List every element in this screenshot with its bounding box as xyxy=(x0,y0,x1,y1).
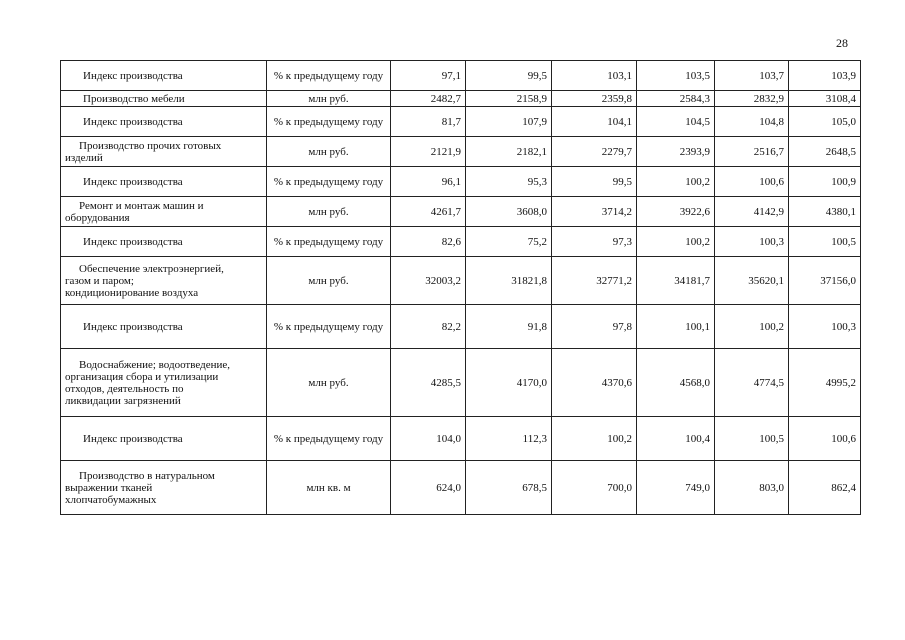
value-cell: 34181,7 xyxy=(637,257,715,305)
unit-cell: млн руб. xyxy=(267,91,391,107)
value-cell: 100,2 xyxy=(637,227,715,257)
value-cell: 803,0 xyxy=(715,461,789,515)
value-cell: 4285,5 xyxy=(391,349,466,417)
value-cell: 100,2 xyxy=(552,417,637,461)
value-cell: 4170,0 xyxy=(466,349,552,417)
unit-cell: % к предыдущему году xyxy=(267,61,391,91)
value-cell: 112,3 xyxy=(466,417,552,461)
indicator-name-cell xyxy=(61,91,267,107)
value-cell: 75,2 xyxy=(466,227,552,257)
indicator-name-line: Индекс производства xyxy=(83,115,183,128)
value-cell: 32771,2 xyxy=(552,257,637,305)
value-cell: 3608,0 xyxy=(466,197,552,227)
table-row xyxy=(61,461,861,515)
indicator-name-cell xyxy=(61,61,267,91)
value-cell: 100,2 xyxy=(637,167,715,197)
value-cell: 100,3 xyxy=(715,227,789,257)
value-cell: 103,5 xyxy=(637,61,715,91)
data-table xyxy=(60,60,861,515)
value-cell: 104,0 xyxy=(391,417,466,461)
indicator-name-line: Индекс производства xyxy=(83,69,183,82)
table-row xyxy=(61,137,861,167)
value-cell: 32003,2 xyxy=(391,257,466,305)
table-row xyxy=(61,349,861,417)
value-cell: 4995,2 xyxy=(789,349,861,417)
unit-cell: млн руб. xyxy=(267,349,391,417)
unit-cell: млн руб. xyxy=(267,137,391,167)
indicator-name-line: Производство в натуральном xyxy=(79,469,215,482)
value-cell: 2359,8 xyxy=(552,91,637,107)
indicator-name-line: Индекс производства xyxy=(83,320,183,333)
table-row xyxy=(61,257,861,305)
unit-cell: % к предыдущему году xyxy=(267,167,391,197)
value-cell: 2648,5 xyxy=(789,137,861,167)
indicator-name-line: выражении тканей xyxy=(65,481,153,494)
value-cell: 2279,7 xyxy=(552,137,637,167)
value-cell: 4370,6 xyxy=(552,349,637,417)
value-cell: 700,0 xyxy=(552,461,637,515)
value-cell: 100,5 xyxy=(715,417,789,461)
value-cell: 2832,9 xyxy=(715,91,789,107)
value-cell: 105,0 xyxy=(789,107,861,137)
indicator-name-cell xyxy=(61,227,267,257)
value-cell: 3108,4 xyxy=(789,91,861,107)
value-cell: 2393,9 xyxy=(637,137,715,167)
value-cell: 82,6 xyxy=(391,227,466,257)
value-cell: 95,3 xyxy=(466,167,552,197)
page-number: 28 xyxy=(836,36,848,50)
value-cell: 4261,7 xyxy=(391,197,466,227)
value-cell: 2516,7 xyxy=(715,137,789,167)
value-cell: 37156,0 xyxy=(789,257,861,305)
indicator-name-cell xyxy=(61,417,267,461)
value-cell: 35620,1 xyxy=(715,257,789,305)
indicator-name-line: Индекс производства xyxy=(83,175,183,188)
indicator-name-cell xyxy=(61,305,267,349)
table-row xyxy=(61,227,861,257)
value-cell: 82,2 xyxy=(391,305,466,349)
indicator-name-line: Производство мебели xyxy=(83,92,185,105)
value-cell: 99,5 xyxy=(466,61,552,91)
indicator-name-cell xyxy=(61,349,267,417)
value-cell: 97,1 xyxy=(391,61,466,91)
unit-cell: % к предыдущему году xyxy=(267,417,391,461)
indicator-name-line: Водоснабжение; водоотведение, xyxy=(79,358,230,371)
value-cell: 4774,5 xyxy=(715,349,789,417)
table-row xyxy=(61,167,861,197)
value-cell: 749,0 xyxy=(637,461,715,515)
value-cell: 104,8 xyxy=(715,107,789,137)
unit-cell: % к предыдущему году xyxy=(267,305,391,349)
value-cell: 31821,8 xyxy=(466,257,552,305)
indicator-name-line: ликвидации загрязнений xyxy=(65,394,181,407)
indicator-name-line: хлопчатобумажных xyxy=(65,493,157,506)
unit-cell: млн кв. м xyxy=(267,461,391,515)
value-cell: 97,3 xyxy=(552,227,637,257)
table-row xyxy=(61,107,861,137)
value-cell: 3922,6 xyxy=(637,197,715,227)
indicator-name-line: Обеспечение электроэнергией, xyxy=(79,262,224,275)
unit-cell: млн руб. xyxy=(267,257,391,305)
value-cell: 4380,1 xyxy=(789,197,861,227)
indicator-name-line: Ремонт и монтаж машин и xyxy=(79,199,204,212)
indicator-name-line: газом и паром; xyxy=(65,274,134,287)
value-cell: 100,6 xyxy=(715,167,789,197)
indicator-name-line: изделий xyxy=(65,151,103,164)
indicator-name-line: отходов, деятельность по xyxy=(65,382,184,395)
value-cell: 3714,2 xyxy=(552,197,637,227)
value-cell: 97,8 xyxy=(552,305,637,349)
indicator-name-cell xyxy=(61,461,267,515)
table-row xyxy=(61,61,861,91)
value-cell: 2121,9 xyxy=(391,137,466,167)
indicator-name-line: кондиционирование воздуха xyxy=(65,286,199,299)
indicator-name-cell xyxy=(61,137,267,167)
value-cell: 91,8 xyxy=(466,305,552,349)
indicator-name-line: Индекс производства xyxy=(83,432,183,445)
value-cell: 100,2 xyxy=(715,305,789,349)
value-cell: 100,9 xyxy=(789,167,861,197)
indicator-name-line: оборудования xyxy=(65,211,130,224)
value-cell: 100,3 xyxy=(789,305,861,349)
table-body xyxy=(61,61,861,515)
unit-cell: % к предыдущему году xyxy=(267,227,391,257)
indicator-name-line: Индекс производства xyxy=(83,235,183,248)
value-cell: 2182,1 xyxy=(466,137,552,167)
unit-cell: % к предыдущему году xyxy=(267,107,391,137)
indicator-name-cell xyxy=(61,197,267,227)
indicator-name-cell xyxy=(61,107,267,137)
table-row xyxy=(61,91,861,107)
value-cell: 862,4 xyxy=(789,461,861,515)
value-cell: 107,9 xyxy=(466,107,552,137)
value-cell: 100,5 xyxy=(789,227,861,257)
value-cell: 100,1 xyxy=(637,305,715,349)
value-cell: 81,7 xyxy=(391,107,466,137)
value-cell: 96,1 xyxy=(391,167,466,197)
value-cell: 103,1 xyxy=(552,61,637,91)
value-cell: 104,1 xyxy=(552,107,637,137)
value-cell: 624,0 xyxy=(391,461,466,515)
indicator-name-line: организация сбора и утилизации xyxy=(65,370,219,383)
value-cell: 104,5 xyxy=(637,107,715,137)
indicator-name-line: Производство прочих готовых xyxy=(79,139,222,152)
value-cell: 4568,0 xyxy=(637,349,715,417)
value-cell: 2158,9 xyxy=(466,91,552,107)
value-cell: 103,9 xyxy=(789,61,861,91)
table-row xyxy=(61,417,861,461)
value-cell: 100,6 xyxy=(789,417,861,461)
value-cell: 99,5 xyxy=(552,167,637,197)
indicator-name-cell xyxy=(61,167,267,197)
table-row xyxy=(61,197,861,227)
unit-cell: млн руб. xyxy=(267,197,391,227)
value-cell: 2482,7 xyxy=(391,91,466,107)
table-row xyxy=(61,305,861,349)
indicator-name-cell xyxy=(61,257,267,305)
value-cell: 100,4 xyxy=(637,417,715,461)
value-cell: 2584,3 xyxy=(637,91,715,107)
value-cell: 103,7 xyxy=(715,61,789,91)
value-cell: 4142,9 xyxy=(715,197,789,227)
value-cell: 678,5 xyxy=(466,461,552,515)
